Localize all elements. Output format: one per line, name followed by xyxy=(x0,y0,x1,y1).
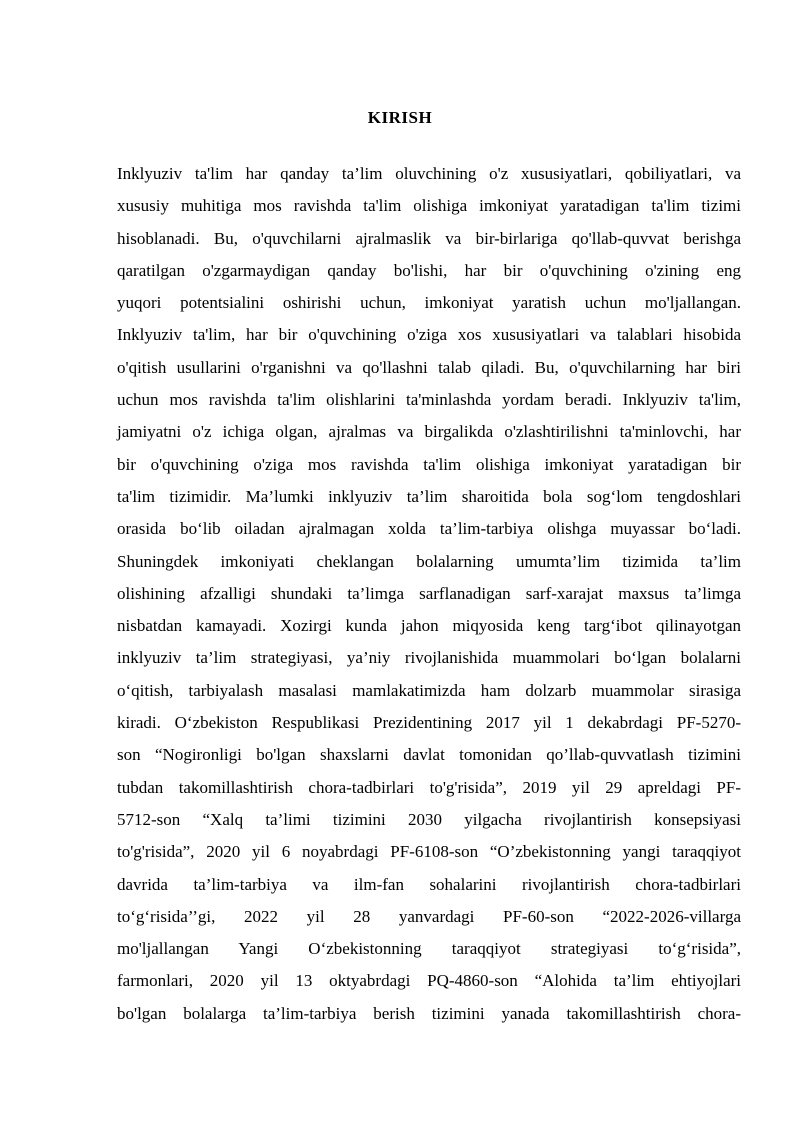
text-line: jamiyatni o'z ichiga olgan, ajralmas va birgalikda o'zlashtirilishni ta'minlovchi, har xyxy=(117,422,741,442)
text-line: qaratilgan o'zgarmaydigan qanday bo'lishi, har bir o'quvchining o'zining eng xyxy=(117,260,741,280)
text-line: yuqori potentsialini oshirishi uchun, imkoniyat yaratish uchun mo'ljallangan. xyxy=(117,293,741,313)
text-line: bo'lgan bolalarga ta’lim-tarbiya berish tizimini yanada takomillashtirish chora- xyxy=(117,1003,741,1023)
text-line: o'qitish usullarini o'rganishni va qo'llashni talab qiladi. Bu, o'quvchilarning har biri xyxy=(117,357,741,377)
text-line: olishining afzalligi shundaki ta’limga sarflanadigan sarf-xarajat maxsus ta’limga xyxy=(117,583,741,603)
text-line: xususiy muhitiga mos ravishda ta'lim olishiga imkoniyat yaratadigan ta'lim tizimi xyxy=(117,196,741,216)
text-line: uchun mos ravishda ta'lim olishlarini ta'minlashda yordam beradi. Inklyuziv ta'lim, xyxy=(117,390,741,410)
text-line: mo'ljallangan Yangi O‘zbekistonning taraqqiyot strategiyasi to‘g‘risida”, xyxy=(117,939,741,959)
text-line: kiradi. O‘zbekiston Respublikasi Prezidentining 2017 yil 1 dekabrdagi PF-5270- xyxy=(117,713,741,733)
text-line: davrida ta’lim-tarbiya va ilm-fan sohalarini rivojlantirish chora-tadbirlari xyxy=(117,874,741,894)
body-paragraph xyxy=(117,158,741,1030)
text-line: ta'lim tizimidir. Ma’lumki inklyuziv ta’lim sharoitida bola sog‘lom tengdoshlari xyxy=(117,486,741,506)
text-line: 5712-son “Xalq ta’limi tizimini 2030 yilgacha rivojlantirish konsepsiyasi xyxy=(117,809,741,829)
text-line: Inklyuziv ta'lim, har bir o'quvchining o'ziga xos xususiyatlari va talablari hisobida xyxy=(117,325,741,345)
text-line: o‘qitish, tarbiyalash masalasi mamlakatimizda ham dolzarb muammolar sirasiga xyxy=(117,680,741,700)
text-line: tubdan takomillashtirish chora-tadbirlari to'g'risida”, 2019 yil 29 apreldagi PF- xyxy=(117,777,741,797)
text-line: Shuningdek imkoniyati cheklangan bolalarning umumta’lim tizimida ta’lim xyxy=(117,551,741,571)
text-line: farmonlari, 2020 yil 13 oktyabrdagi PQ-4860-son “Alohida ta’lim ehtiyojlari xyxy=(117,971,741,991)
section-heading: KIRISH xyxy=(367,108,433,127)
text-line: orasida bo‘lib oiladan ajralmagan xolda ta’lim-tarbiya olishga muyassar bo‘ladi. xyxy=(117,519,741,539)
text-line: Inklyuziv ta'lim har qanday ta’lim oluvchining o'z xususiyatlari, qobiliyatlari, va xyxy=(117,164,741,183)
text-line: to'g'risida”, 2020 yil 6 noyabrdagi PF-6108-son “O’zbekistonning yangi taraqqiyot xyxy=(117,842,741,862)
text-line: son “Nogironligi bo'lgan shaxslarni davlat tomonidan qo’llab-quvvatlash tizimini xyxy=(117,745,741,765)
text-line: bir o'quvchining o'ziga mos ravishda ta'lim olishiga imkoniyat yaratadigan bir xyxy=(117,454,741,474)
text-line: hisoblanadi. Bu, o'quvchilarni ajralmaslik va bir-birlariga qo'llab-quvvat berishga xyxy=(117,228,741,248)
text-line: nisbatdan kamayadi. Xozirgi kunda jahon miqyosida keng targ‘ibot qilinayotgan xyxy=(117,616,741,636)
text-line: inklyuziv ta’lim strategiyasi, ya’niy rivojlanishida muammolari bo‘lgan bolalarni xyxy=(117,648,741,668)
text-line: to‘g‘risida’’gi, 2022 yil 28 yanvardagi PF-60-son “2022-2026-villarga xyxy=(117,906,741,926)
